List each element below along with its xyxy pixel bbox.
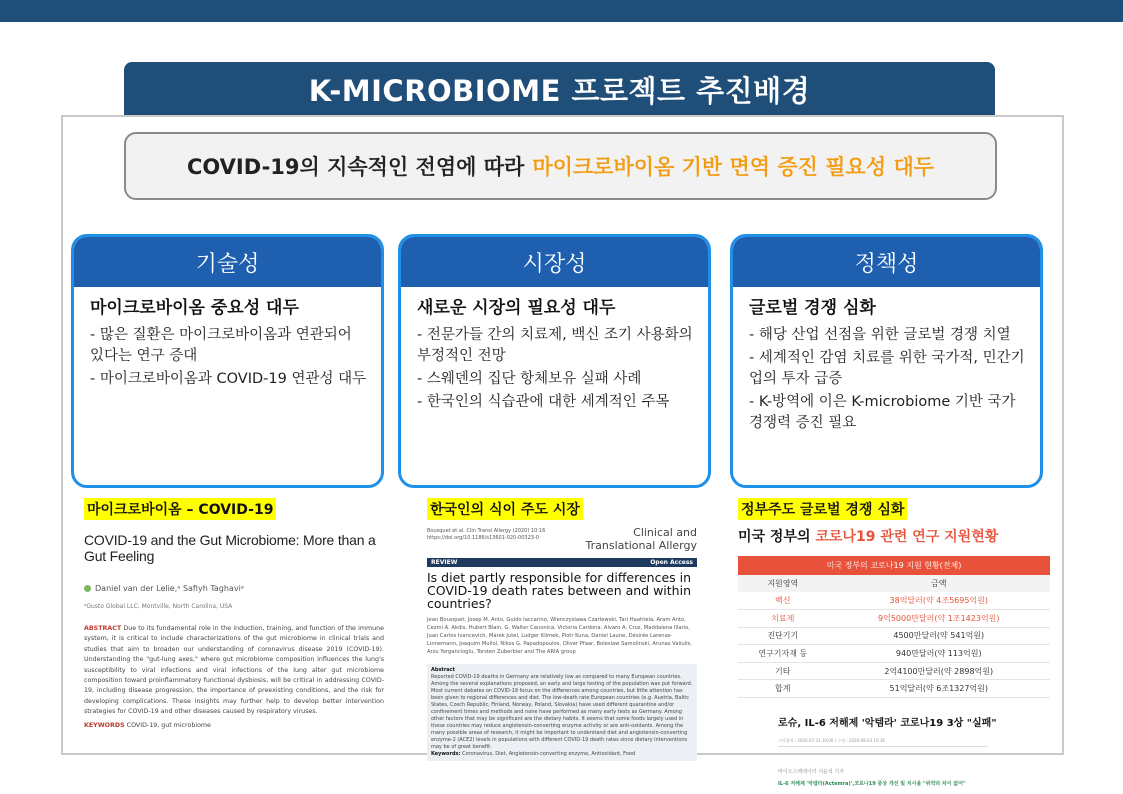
table-row: 연구기자재 등 940만달러(약 113억원): [738, 645, 1050, 663]
card-technology: [71, 234, 384, 488]
government-support: [738, 526, 1050, 787]
card-title: 기술성: [74, 237, 381, 287]
orcid-icon: [84, 585, 91, 592]
card-line: - 세계적인 감염 치료를 위한 국가적, 민간기업의 투자 급증: [749, 350, 1025, 387]
paper-title: COVID-19 and the Gut Microbiome: More than a Gut Feeling: [84, 532, 376, 564]
card-line: - 전문가들 간의 치료제, 백신 조기 사용화의 부정적인 전망: [417, 327, 693, 364]
card-title: 정책성: [733, 237, 1040, 287]
paper-abstract: Abstract Reported COVID-19 deaths in Germany are relatively low as compared to many European countries. Among the several explanations proposed, an early and large testing of the population was put forward. Most current debates on COVID-19 focus on the differences among countries, but little attention has been given to regional differences and diet. The low-death rate European countries (e.g. Austria, Baltic States, Czech Republic, Finland, Norway, Poland, Slovakia) have used different quarantine and/or confinement times and methods and none have performed as many early tests as Germany. Among other factors that may be significant are the dietary habits. It seems that some foods largely used in these countries may reduce angiotensin-converting enzyme activity or are anti-oxidants. Among the many possible areas of research, it might be important to understand diet and angiotensin-converting enzyme-2 (ACE2) levels in populations with different COVID-19 death rates since dietary interventions may be of great benefit. Keywords: Coronavirus, Diet, Angiotensin-converting enzyme, Antioxidant, Food: [427, 664, 697, 761]
news-source: 바이오스펙테이터 서윤석 기자: [778, 769, 844, 775]
news-subheadline: IL-6 저해제 '악템라(Actemra)',코로나19 중상 개선 및 치사율 "위약과 차이 없어": [778, 781, 966, 787]
evidence-label-government: 정부주도 글로벌 경쟁 심화: [738, 498, 907, 520]
card-line: - 많은 질환은 마이크로바이옴과 연관되어 있다는 연구 증대: [90, 327, 352, 364]
paper-affiliation: ᵃGusto Global LLC, Montville, North Carolina, USA: [84, 603, 233, 610]
headline-text: COVID-19의 지속적인 전염에 따라: [186, 155, 525, 179]
gov-title: 미국 정부의 코로나19 관련 연구 지원현황: [738, 529, 999, 545]
card-line: - 스웨덴의 집단 항체보유 실패 사례: [417, 371, 642, 387]
evidence-label-microbiome: 마이크로바이옴 – COVID-19: [84, 498, 276, 520]
paper-excerpt-gut-microbiome: [84, 526, 384, 751]
table-row: 기타 2억4100만달러(약 2898억원): [738, 662, 1050, 680]
paper-abstract: ABSTRACT Due to its fundamental role in the induction, training, and function of the immune system, it is critical to include characterizations of the gut microbiome in clinical trials and studies that aim to broaden our understanding of coronavirus disease 2019 (COVID-19). Understanding the "gut-lung axes," where gut microbiome composition influences the lung's susceptibility to viral infections and viral infections of the lung alter gut microbiome composition toward proinflammatory functional dysbiosis, will be critical in addressing COVID-19, including disease progression, the importance of preexisting conditions, and the risk for developing complications. These insights may further help to develop better intervention strategies for COVID-19 and other diseases caused by respiratory viruses.: [84, 625, 384, 716]
article-type-bar: REVIEW Open Access: [427, 558, 697, 567]
card-line: - 마이크로바이옴과 COVID-19 연관성 대두: [90, 371, 367, 387]
news-headline: 로슈, IL-6 저해제 '악템라' 코로나19 3상 "실패": [778, 718, 997, 729]
table-title: 미국 정부의 코로나19 지원 현황(전체): [738, 556, 1050, 575]
card-subtitle: 마이크로바이옴 중요성 대두: [90, 298, 299, 318]
headline-box: [124, 132, 997, 200]
card-market: [398, 234, 711, 488]
card-line: - K-방역에 이은 K-microbiome 기반 국가경쟁력 증진 필요: [749, 394, 1016, 431]
support-table: [738, 556, 1050, 698]
card-line: - 해당 산업 선점을 위한 글로벌 경쟁 치열: [749, 327, 1011, 343]
journal-name: Clinical and Translational Allergy: [585, 526, 697, 552]
paper-excerpt-diet: [427, 526, 697, 757]
paper-keywords: KEYWORDS COVID-19, gut microbiome: [84, 721, 211, 729]
paper-authors: Daniel van der Lelie,ᵃ Safiyh Taghaviᵃ: [84, 584, 384, 593]
table-row: 치료제 9억5000만달러(약 1조1423억원): [738, 610, 1050, 628]
table-row: 합계 51억달러(약 6조1327억원): [738, 680, 1050, 698]
card-subtitle: 새로운 시장의 필요성 대두: [417, 298, 616, 318]
top-band: [0, 0, 1123, 22]
news-meta: 기사입력 : 2020-07-31 10:00 | 수정 : 2020-08-03 10:36: [778, 738, 988, 747]
paper-citation: Bousquet et al. Clin Transl Allergy (2020) 10:16 https://doi.org/10.1186/s13601-020-00323-0: [427, 528, 546, 541]
page-title: K-MICROBIOME 프로젝트 추진배경: [124, 62, 995, 116]
column-header: 금액: [828, 575, 1050, 592]
column-header: 지원영역: [738, 575, 828, 592]
card-subtitle: 글로벌 경쟁 심화: [749, 298, 876, 318]
card-line: - 한국인의 식습관에 대한 세계적인 주목: [417, 394, 670, 410]
paper-authors: Jean Bousquet, Josep M. Anto, Guido Iaccarino, Wienczyslawa Czarlewski, Tari Haahtela, Aram Anto, Cezmi A. Akdis, Hubert Blain, G. Walter Canonica, Victoria Cardona, Alvaro A. Cruz, Maddalena Illario, Juan Carlos Ivancevich, Marek Jutel, Ludger Klimek, Piotr Kuna, Daniel Laune, Désirée Larenas-Linnemann, Joaquim Mullol, Nikos G. Papadopoulos, Oliver Pfaar, Boleslaw Samolinski, Arunas Valiulis, Arzu Yorgancioglu, Torsten Zuberbier and The ARIA group: [427, 617, 692, 655]
card-title: 시장성: [401, 237, 708, 287]
table-row: 진단기기 4500만달러(약 541억원): [738, 627, 1050, 645]
paper-title: Is diet partly responsible for differences in COVID-19 death rates between and within countries?: [427, 570, 692, 611]
table-row: 백신 38억달러(약 4조5695억원): [738, 592, 1050, 610]
evidence-label-diet: 한국인의 식이 주도 시장: [427, 498, 583, 520]
card-policy: [730, 234, 1043, 488]
headline-accent: 마이크로바이옴 기반 면역 증진 필요성 대두: [532, 155, 935, 179]
